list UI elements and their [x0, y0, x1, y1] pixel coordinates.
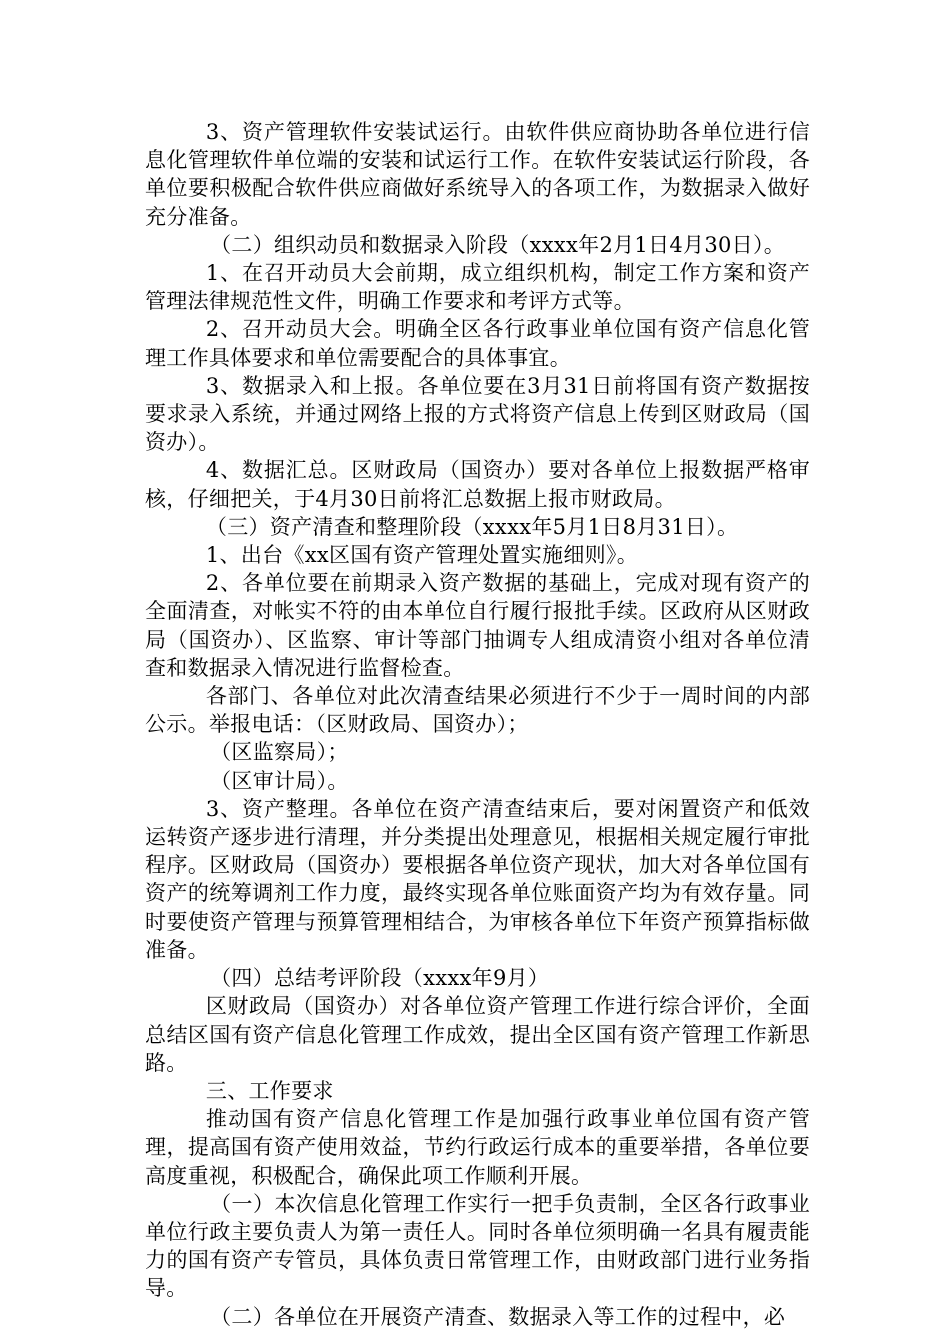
- paragraph-audit-bureau: （区审计局）。: [210, 768, 349, 793]
- section-heading-mobilization: （二）组织动员和数据录入阶段（xxxx年2月1日4月30日）。: [210, 232, 786, 257]
- paragraph-requirement-2: （二）各单位在开展资产清查、数据录入等工作的过程中，必: [210, 1304, 786, 1329]
- paragraph-inventory-check: 2、各单位要在前期录入资产数据的基础上，完成对现有资产的全面清查，对帐实不符的由本单位自行履行报批手续。区政府从区财政局（国资办）、区监察、审计等部门抽调专人组成清资小组对各单位清查和数据录入情况进行监督检查。: [145, 571, 810, 680]
- paragraph-requirements-intro: 推动国有资产信息化管理工作是加强行政事业单位国有资产管理，提高国有资产使用效益，节约行政运行成本的重要举措，各单位要高度重视，积极配合，确保此项工作顺利开展。: [145, 1107, 810, 1188]
- paragraph-asset-reorganization: 3、资产整理。各单位在资产清查结束后，要对闲置资产和低效运转资产逐步进行清理，并分类提出处理意见，根据相关规定履行审批程序。区财政局（国资办）要根据各单位资产现状，加大对各单位国有资产的统筹调剂工作力度，最终实现各单位账面资产均为有效存量。同时要使资产管理与预算管理相结合，为审核各单位下年资产预算指标做准备。: [145, 796, 810, 962]
- paragraph-mobilization-meeting: 2、召开动员大会。明确全区各行政事业单位国有资产信息化管理工作具体要求和单位需要配合的具体事宜。: [145, 317, 810, 370]
- section-heading-inventory: （三）资产清查和整理阶段（xxxx年5月1日8月31日）。: [205, 514, 739, 539]
- paragraph-requirement-1: （一）本次信息化管理工作实行一把手负责制，全区各行政事业单位行政主要负责人为第一责任人。同时各单位须明确一名具有履责能力的国有资产专管员，具体负责日常管理工作，由财政部门进行业务指导。: [145, 1191, 810, 1301]
- section-heading-evaluation: （四）总结考评阶段（xxxx年9月）: [210, 966, 550, 991]
- paragraph-public-notice: 各部门、各单位对此次清查结果必须进行不少于一周时间的内部公示。举报电话：（区财政局、国资办）；: [145, 684, 810, 737]
- paragraph-regulations: 1、出台《xx区国有资产管理处置实施细则》。: [205, 543, 639, 568]
- paragraph-supervision-bureau: （区监察局）；: [210, 740, 349, 765]
- paragraph-software-trial: 3、资产管理软件安装试运行。由软件供应商协助各单位进行信息化管理软件单位端的安装和试运行工作。在软件安装试运行阶段，各单位要积极配合软件供应商做好系统导入的各项工作，为数据录入做好充分准备。: [145, 120, 810, 229]
- paragraph-data-entry: 3、数据录入和上报。各单位要在3月31日前将国有资产数据按要求录入系统，并通过网络上报的方式将资产信息上传到区财政局（国资办）。: [145, 373, 810, 455]
- paragraph-organization: 1、在召开动员大会前期，成立组织机构，制定工作方案和资产管理法律规范性文件，明确工作要求和考评方式等。: [145, 261, 810, 314]
- section-heading-requirements: 三、工作要求: [205, 1078, 334, 1103]
- document-body: [145, 118, 810, 1331]
- paragraph-evaluation: 区财政局（国资办）对各单位资产管理工作进行综合评价，全面总结区国有资产信息化管理工作成效，提出全区国有资产管理工作新思路。: [145, 994, 810, 1075]
- paragraph-data-summary: 4、数据汇总。区财政局（国资办）要对各单位上报数据严格审核，仔细把关，于4月30日前将汇总数据上报市财政局。: [145, 458, 810, 511]
